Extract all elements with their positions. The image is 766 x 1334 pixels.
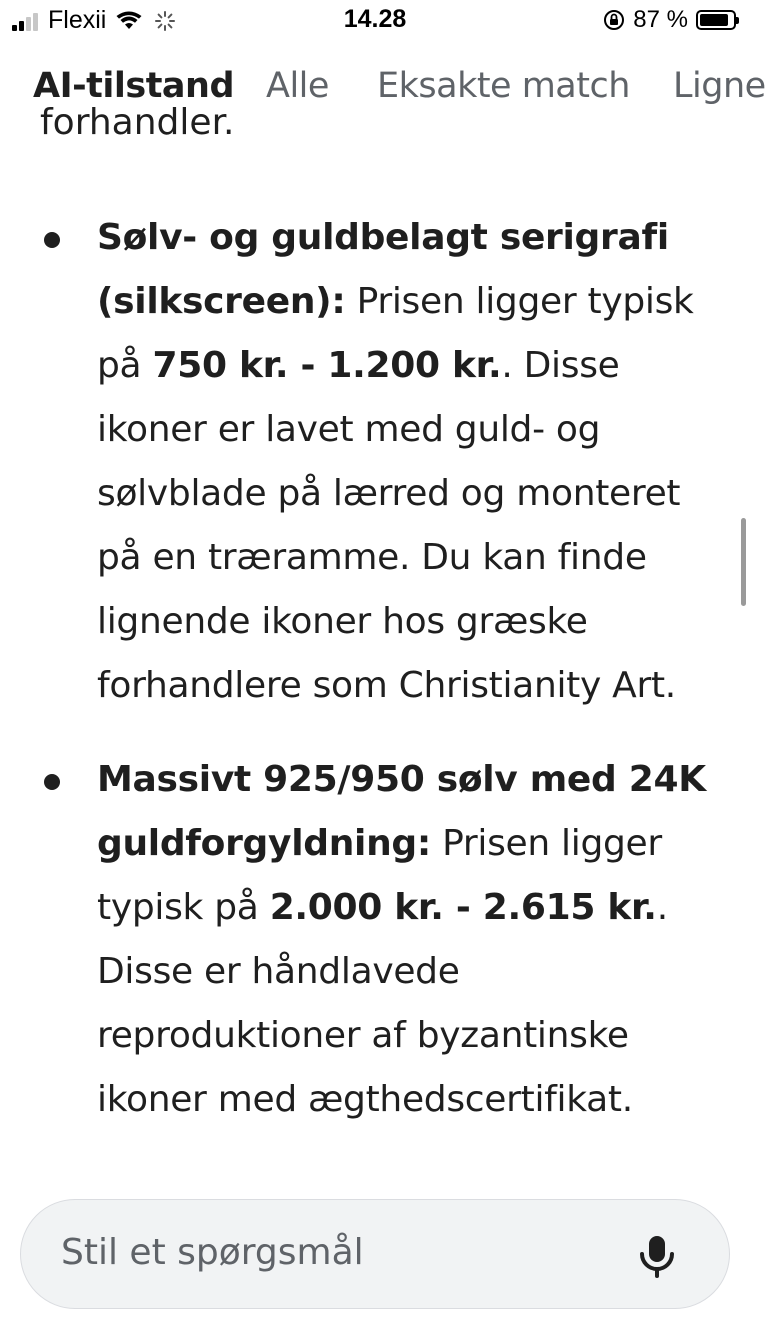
status-right <box>603 6 736 34</box>
rotation-lock-icon <box>603 9 625 31</box>
list-item <box>0 206 750 718</box>
battery-fill <box>700 14 728 26</box>
answer-content <box>0 102 750 1174</box>
tab-all[interactable]: Alle <box>266 66 329 106</box>
price-bullet-list <box>0 206 750 1162</box>
bullet-dot <box>44 774 60 790</box>
ask-question-input[interactable] <box>20 1199 730 1309</box>
item-heading: Massivt 925/950 sølv med 24K guldforgyldning: <box>97 759 706 864</box>
signal-icon <box>12 11 40 31</box>
mic-icon[interactable] <box>637 1234 677 1278</box>
item-price: 2.000 kr. - 2.615 kr. <box>269 887 657 928</box>
item-text: Prisen ligger typisk på <box>97 823 662 928</box>
clipped-text-line: forhandler. <box>40 102 235 143</box>
tab-similar[interactable]: Ligne <box>673 66 766 106</box>
item-price: 750 kr. - 1.200 kr. <box>152 345 502 386</box>
battery-percent: 87 % <box>633 6 688 33</box>
battery-icon <box>696 10 736 30</box>
status-time: 14.28 <box>343 5 407 33</box>
item-heading: Sølv- og guldbelagt serigrafi (silkscreen): <box>97 217 669 322</box>
list-item-text <box>97 748 720 1132</box>
item-description: . Disse er håndlavede reproduktioner af byzantinske ikoner med ægthedscertifikat. <box>97 887 668 1120</box>
carrier-name: Flexii <box>48 6 107 34</box>
scrollbar[interactable] <box>741 518 746 606</box>
activity-spinner-icon <box>154 10 176 32</box>
item-description: . Disse ikoner er lavet med guld- og sølvblade på lærred og monteret på en træramme. Du kan finde lignende ikoner hos græske forhandlere som Christianity Art. <box>97 345 681 706</box>
status-left <box>12 6 176 35</box>
bullet-dot <box>44 232 60 248</box>
wifi-icon <box>116 11 142 31</box>
tab-ai-mode[interactable]: AI-tilstand <box>33 66 235 106</box>
ask-placeholder: Stil et spørgsmål <box>61 1232 364 1273</box>
status-bar <box>0 0 750 40</box>
tab-exact-match[interactable]: Eksakte match <box>377 66 630 106</box>
list-item-text <box>97 206 720 718</box>
list-item <box>0 748 750 1132</box>
item-text: Prisen ligger typisk på <box>97 281 694 386</box>
